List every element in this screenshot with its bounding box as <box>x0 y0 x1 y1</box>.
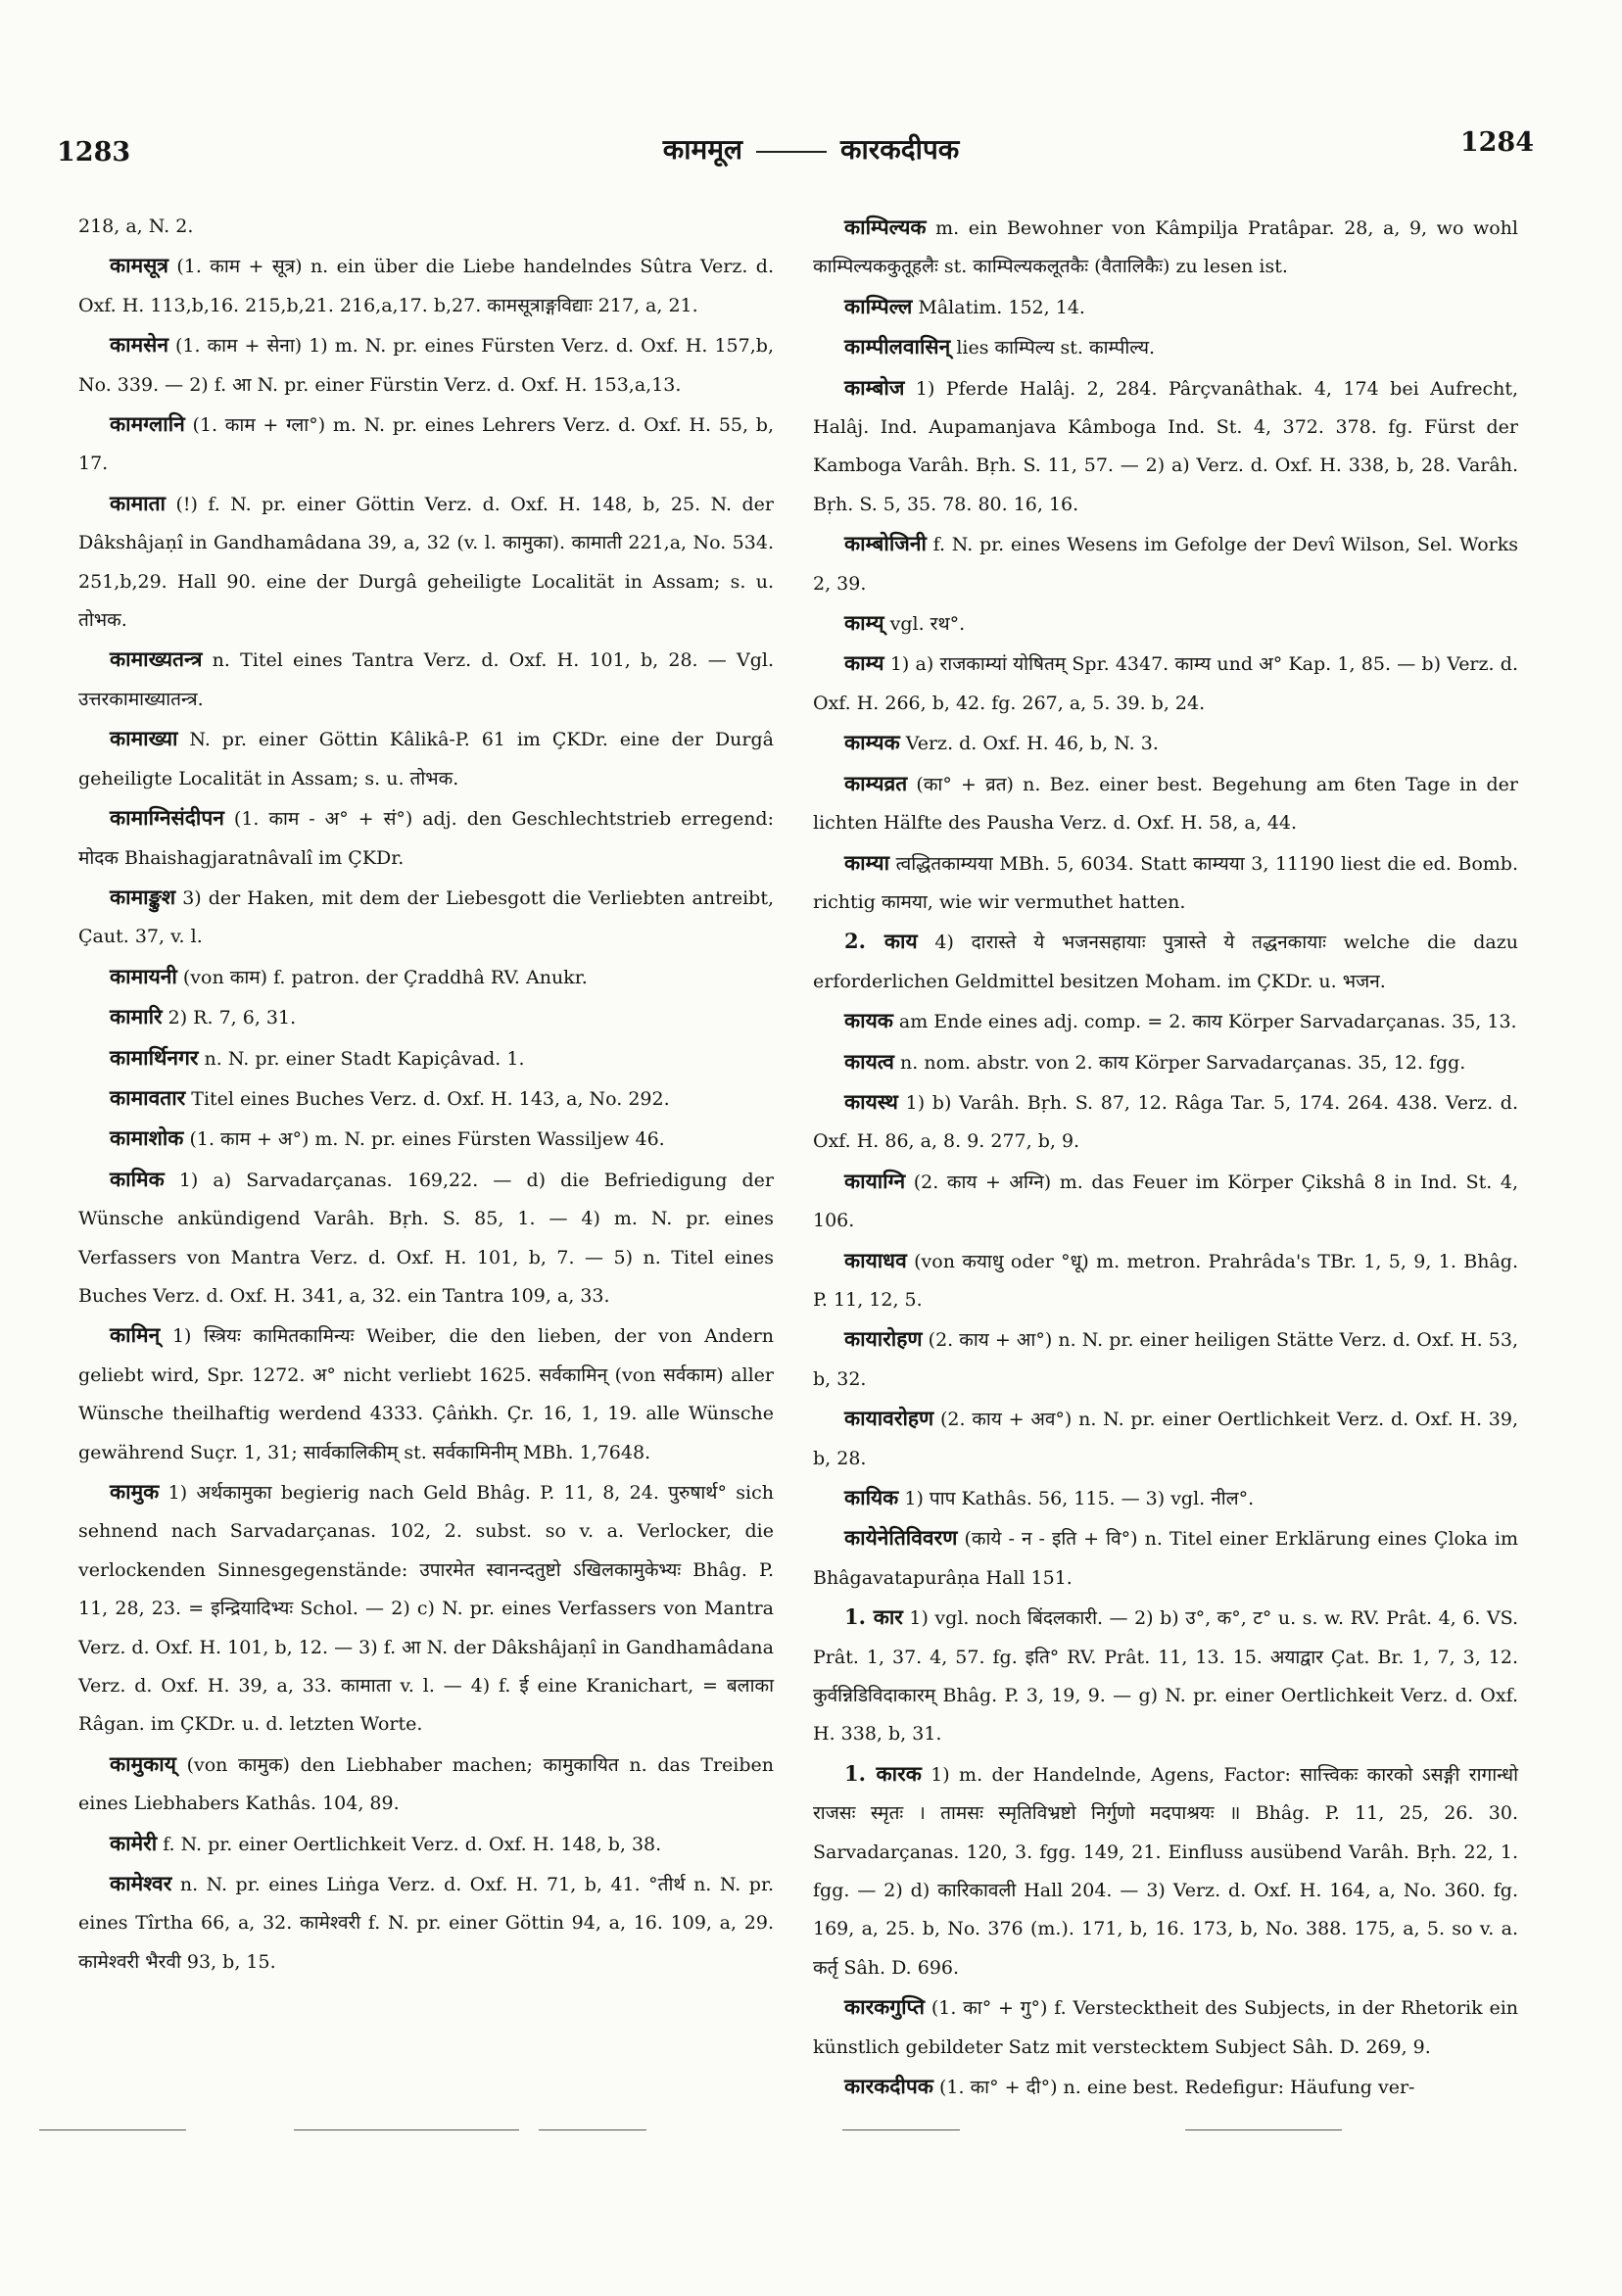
entry-headword: कायस्थ <box>844 1088 898 1114</box>
dictionary-entry <box>78 484 774 641</box>
dictionary-entry <box>78 719 774 798</box>
page-number-right: 1284 <box>1459 127 1534 158</box>
entry-headword: कायक <box>844 1008 893 1033</box>
entry-text: vgl. रथ°. <box>889 613 966 636</box>
dictionary-entry <box>78 1472 774 1745</box>
dictionary-entry <box>813 327 1518 367</box>
dictionary-entry <box>78 405 774 484</box>
dictionary-entry <box>813 368 1518 525</box>
entry-headword: कायाधव <box>844 1247 907 1272</box>
entry-headword: कामाख्यतन्त्र <box>110 646 203 672</box>
entry-headword: कामुकाय् <box>110 1750 176 1776</box>
entry-text: 3) der Haken, mit dem der Liebesgott die Verliebten antreibt, Çaut. 37, v. l. <box>78 886 774 948</box>
entry-text: (1. काम + सेना) 1) m. N. pr. eines Fürsten Verz. d. Oxf. H. 157,b, No. 339. — 2) f. आ N. pr. einer Fürstin Verz. d. Oxf. H. 153,a,13. <box>78 335 774 396</box>
entry-text: n. nom. abstr. von 2. काय Körper Sarvadarçanas. 35, 12. fgg. <box>900 1051 1466 1074</box>
dictionary-entry <box>813 524 1518 603</box>
dictionary-entry <box>78 208 774 246</box>
dictionary-entry <box>78 246 774 325</box>
entry-text: 1) b) Varâh. Bṛh. S. 87, 12. Râga Tar. 5, 174. 264. 438. Verz. d. Oxf. H. 86, a, 8. 9. 277, b, 9. <box>813 1091 1518 1153</box>
entry-headword: काम्पिल्ल <box>844 293 913 318</box>
entry-text: 1) a) राजकाम्यां योषितम् Spr. 4347. काम्य und अ° Kap. 1, 85. — b) Verz. d. Oxf. H. 266, b, 42. fg. 267, a, 5. 39. b, 24. <box>813 653 1518 714</box>
dictionary-entry <box>813 922 1518 1001</box>
entry-headword: कामार्थिनगर <box>110 1044 199 1070</box>
entry-text: n. Titel eines Tantra Verz. d. Oxf. H. 101, b, 28. — Vgl. उत्तरकामाख्यातन्त्र. <box>78 649 775 710</box>
entry-headword: कायिक <box>844 1485 899 1509</box>
entry-text: (1. काम + अ°) m. N. pr. eines Fürsten Wassiljew 46. <box>189 1128 665 1151</box>
entry-headword: कामग्लानि <box>110 411 185 437</box>
entry-headword: कामसूत्र <box>110 253 168 278</box>
entry-headword: कायत्व <box>844 1048 894 1074</box>
entry-headword: कामिक <box>110 1166 165 1191</box>
dictionary-entry <box>78 878 774 957</box>
guide-word-right: कारकदीपक <box>839 133 960 166</box>
dictionary-entry <box>813 1598 1518 1754</box>
footer-rule <box>294 2129 519 2130</box>
dictionary-entry <box>813 603 1518 644</box>
entry-headword: कामारि <box>110 1004 163 1029</box>
entry-text: 1) Pferde Halâj. 2, 284. Pârçvanâthak. 4, 174 bei Aufrecht, Halâj. Ind. Aupamanjava Kâmboga Ind. St. 4, 372. 378. fg. Fürst der Kamboga Varâh. Bṛh. S. 11, 57. — 2) a) Verz. d. Oxf. H. 338, b, 28. Varâh. Bṛh. S. 5, 35. 78. 80. 16, 16. <box>813 377 1518 515</box>
entry-headword: काम्य <box>844 650 884 676</box>
entry-text: त्वद्धितकाम्यया MBh. 5, 6034. Statt काम्यया 3, 11190 liest die ed. Bomb. richtig कामया, wie wir vermuthet hatten. <box>813 852 1518 913</box>
entry-text: 1) vgl. noch बिंदलकारी. — 2) b) उ°, क°, ट° u. s. w. RV. Prât. 4, 6. VS. Prât. 1, 37. 4, 57. fg. इति° RV. Prât. 11, 13. 15. अयाद्वार Çat. Br. 1, 7, 3, 12. कुर्वन्निडिविदाकारम् Bhâg. P. 3, 19, 9. — g) N. pr. einer Oertlichkeit Verz. d. Oxf. H. 338, b, 31. <box>813 1607 1518 1746</box>
entry-headword: कामुक <box>110 1479 160 1504</box>
entry-headword: कामाख्या <box>110 726 178 751</box>
entry-text: (काये - न - इति + वि°) n. Titel einer Erklärung eines Çloka im Bhâgavatapurâṇa Hall 151. <box>813 1528 1518 1589</box>
head-dash <box>756 151 827 153</box>
entry-text: (2. काय + आ°) n. N. pr. einer heiligen Stätte Verz. d. Oxf. H. 53, b, 32. <box>813 1329 1518 1390</box>
entry-text: (2. काय + अग्नि) m. das Feuer im Körper Çikshâ 8 in Ind. St. 4, 106. <box>813 1171 1518 1232</box>
entry-headword: काम्पीलवासिन् <box>844 334 951 359</box>
dictionary-entry <box>813 1987 1518 2067</box>
entry-headword: कामावतार <box>110 1084 186 1110</box>
entry-text: 4) दारास्ते ये भजनसहायाः पुत्रास्ते ये तद्धनकायाः welche die dazu erforderlichen Geldmittel besitzen Moham. im ÇKDr. u. भजन. <box>813 932 1519 992</box>
dictionary-entry <box>813 764 1518 843</box>
entry-headword: 2. काय <box>844 929 918 954</box>
entry-text: Verz. d. Oxf. H. 46, b, N. 3. <box>905 733 1159 755</box>
entry-text: (von कयाधु oder °धू) m. metron. Prahrâda's TBr. 1, 5, 9, 1. Bhâg. P. 11, 12, 5. <box>813 1250 1518 1311</box>
entry-headword: कामाता <box>110 490 166 515</box>
dictionary-entry <box>813 1319 1518 1399</box>
entry-headword: काम्या <box>844 849 890 875</box>
entry-headword: कामेरी <box>110 1830 158 1855</box>
dictionary-entry <box>78 1315 774 1472</box>
dictionary-entry <box>813 1754 1518 1987</box>
dictionary-entry <box>78 997 774 1037</box>
entry-headword: कामिन् <box>110 1322 161 1348</box>
entry-text: (1. काम - अ° + सं°) adj. den Geschlechtstrieb erregend: मोदक Bhaishagjaratnâvalî im ÇKDr. <box>78 808 774 869</box>
entry-text: N. pr. einer Göttin Kâlikâ-P. 61 im ÇKDr. eine der Durgâ geheiligte Localität in Assam; s. u. तोभक. <box>78 729 774 789</box>
dictionary-entry <box>813 2067 1518 2107</box>
entry-headword: 1. कारक <box>844 1760 922 1786</box>
entry-text: 1) पाप Kathâs. 56, 115. — 3) vgl. नील°. <box>904 1488 1255 1509</box>
entry-headword: कायावरोहण <box>844 1406 934 1431</box>
entry-headword: काम्बोजिनी <box>844 531 927 556</box>
entry-headword: कामाङ्कुश <box>110 884 176 909</box>
dictionary-entry <box>813 1162 1518 1241</box>
entry-text: lies काम्पिल्य st. काम्पील्य. <box>956 337 1156 359</box>
dictionary-entry <box>813 723 1518 763</box>
dictionary-entry <box>813 1399 1518 1478</box>
entry-text: (1. काम + सूत्र) n. ein über die Liebe handelndes Sûtra Verz. d. Oxf. H. 113,b,16. 215,b,21. 216,a,17. b,27. कामसूत्राङ्गविद्याः 217, a, 21. <box>78 256 774 316</box>
dictionary-entry <box>813 1042 1518 1082</box>
dictionary-entry <box>78 1864 774 1982</box>
dictionary-entry <box>813 644 1518 723</box>
entry-headword: कायेनेतिविवरण <box>844 1525 958 1551</box>
entry-text: (का° + व्रत) n. Bez. einer best. Begehung am 6ten Tage in der lichten Hälfte des Pausha Verz. d. Oxf. H. 58, a, 44. <box>813 773 1518 835</box>
entry-headword: कारकदीपक <box>844 2074 933 2099</box>
entry-headword: कामायनी <box>110 963 177 988</box>
entry-text: (1. का° + दी°) n. eine best. Redefigur: Häufung ver- <box>938 2077 1415 2099</box>
dictionary-entry <box>813 843 1518 923</box>
entry-text: 1) अर्थकामुका begierig nach Geld Bhâg. P. 11, 8, 24. पुरुषार्थ° sich sehnend nach Sarvadarçanas. 102, 2. subst. so v. a. Verlocker, die verlockenden Sinnesgegenstände: उपारमेत स्वानन्दतुष्टो ऽखिलकामुकेभ्यः Bhâg. P. 11, 28, 23. = इन्द्रियादिभ्यः Schol. — 2) c) N. pr. eines Verfassers von Mantra Verz. d. Oxf. H. 101, b, 12. — 3) f. आ N. der Dâkshâjaṇî in Gandhamâdana Verz. d. Oxf. H. 39, a, 33. कामाता v. l. — 4) f. ई eine Kranichart, = बलाका Râgan. im ÇKDr. u. d. letzten Worte. <box>78 1482 774 1736</box>
footer-rule <box>539 2129 646 2130</box>
entry-text: 1) a) Sarvadarçanas. 169,22. — d) die Befriedigung der Wünsche ankündigend Varâh. Bṛh. S. 85, 1. — 4) m. N. pr. eines Verfassers von Mantra Verz. d. Oxf. H. 101, b, 7. — 5) n. Titel eines Buches Verz. d. Oxf. H. 341, a, 32. ein Tantra 109, a, 33. <box>78 1169 774 1307</box>
page-number-left: 1283 <box>57 137 131 167</box>
entry-text: (1. काम + ग्ला°) m. N. pr. eines Lehrers Verz. d. Oxf. H. 55, b, 17. <box>78 414 774 475</box>
guide-word-left: काममूल <box>662 133 742 166</box>
left-column <box>78 208 774 1982</box>
entry-headword: कायाग्नि <box>844 1168 906 1193</box>
entry-text: (von काम) f. patron. der Çraddhâ RV. Anukr. <box>182 966 588 988</box>
entry-text: am Ende eines adj. comp. = 2. काय Körper Sarvadarçanas. 35, 13. <box>898 1011 1517 1033</box>
dictionary-entry <box>78 1824 774 1864</box>
entry-headword: काम्यक <box>844 730 900 755</box>
entry-headword: कामाग्निसंदीपन <box>110 805 224 831</box>
entry-text: 2) R. 7, 6, 31. <box>167 1007 297 1029</box>
entry-headword: कामेश्वर <box>110 1871 172 1896</box>
entry-text: 1) m. der Handelnde, Agens, Factor: सात्त्विकः कारको ऽसङ्गी रागान्धो राजसः स्मृतः । तामसः स्मृतिविभ्रष्टो निर्गुणो मदपाश्रयः ॥ Bhâg. P. 11, 25, 26. 30. Sarvadarçanas. 120, 3. fgg. 149, 21. Einfluss ausübend Varâh. Bṛh. 22, 1. fgg. — 2) d) कारिकावली Hall 204. — 3) Verz. d. Oxf. H. 164, a, No. 360. fg. 169, a, 25. b, No. 376 (m.). 171, b, 16. 173, b, No. 388. 175, a, 5. so v. a. कर्तृ Sâh. D. 696. <box>813 1763 1518 1979</box>
dictionary-entry <box>78 1119 774 1159</box>
dictionary-entry <box>78 798 774 878</box>
dictionary-entry <box>813 208 1518 287</box>
entry-headword: कायारोहण <box>844 1326 923 1352</box>
running-head <box>0 130 1622 167</box>
entry-text: (!) f. N. pr. einer Göttin Verz. d. Oxf. H. 148, b, 25. N. der Dâkshâjaṇî in Gandhamâdana 39, a, 32 (v. l. कामुका). कामाती 221,a, No. 534. 251,b,29. Hall 90. eine der Durgâ geheiligte Localität in Assam; s. u. तोभक. <box>78 493 774 632</box>
dictionary-entry <box>813 1001 1518 1041</box>
entry-headword: काम्यव्रत <box>844 770 908 795</box>
entry-headword: काम्पिल्यक <box>844 215 927 239</box>
entry-text: 218, a, N. 2. <box>78 215 194 237</box>
entry-headword: कामसेन <box>110 332 168 358</box>
footer-rule <box>1185 2129 1342 2130</box>
dictionary-entry <box>78 1160 774 1316</box>
dictionary-entry <box>78 1038 774 1078</box>
dictionary-entry <box>78 957 774 997</box>
entry-text: (2. काय + अव°) n. N. pr. einer Oertlichkeit Verz. d. Oxf. H. 39, b, 28. <box>813 1409 1518 1469</box>
entry-text: (von कामुक) den Liebhaber machen; कामुकायित n. das Treiben eines Liebhabers Kathâs. 104, 89. <box>78 1753 774 1815</box>
entry-headword: कारकगुप्ति <box>844 1994 925 2020</box>
dictionary-entry <box>78 1078 774 1119</box>
entry-text: Mâlatim. 152, 14. <box>918 296 1085 318</box>
dictionary-entry <box>813 1478 1518 1518</box>
footer-rule <box>39 2129 186 2130</box>
entry-text: f. N. pr. eines Wesens im Gefolge der Devî Wilson, Sel. Works 2, 39. <box>813 534 1518 595</box>
entry-text: n. N. pr. einer Stadt Kapiçâvad. 1. <box>204 1047 525 1070</box>
dictionary-entry <box>78 1745 774 1824</box>
entry-text: f. N. pr. einer Oertlichkeit Verz. d. Oxf. H. 148, b, 38. <box>163 1833 662 1855</box>
entry-text: Titel eines Buches Verz. d. Oxf. H. 143, a, No. 292. <box>191 1087 670 1110</box>
dictionary-entry <box>813 1241 1518 1320</box>
entry-headword: 1. कार <box>844 1604 903 1630</box>
dictionary-entry <box>78 325 774 405</box>
footer-rule <box>842 2129 960 2130</box>
entry-text: 1) स्त्रियः कामितकामिन्यः Weiber, die den lieben, der von Andern geliebt wird, Spr. 1272. अ° nicht verliebt 1625. सर्वकामिन् (von सर्वकाम) aller Wünsche theilhaftig werdend 4333. Çâṅkh. Çr. 16, 1, 19. alle Wünsche gewährend Suçr. 1, 31; सार्वकालिकीम् st. सर्वकामिनीम् MBh. 1,7648. <box>78 1325 774 1463</box>
entry-headword: काम्य् <box>844 610 884 636</box>
dictionary-entry <box>813 287 1518 327</box>
entry-headword: कामाशोक <box>110 1125 184 1151</box>
entry-text: m. ein Bewohner von Kâmpilja Pratâpar. 28, a, 9, wo wohl काम्पिल्यककुतूहलैः st. काम्पिल्यकलूतकैः (वैतालिकैः) zu lesen ist. <box>813 217 1518 278</box>
dictionary-entry <box>813 1518 1518 1598</box>
entry-text: n. N. pr. eines Liṅga Verz. d. Oxf. H. 71, b, 41. °तीर्थ n. N. pr. eines Tîrtha 66, a, 32. कामेश्वरी f. N. pr. einer Göttin 94, a, 16. 109, a, 29. कामेश्वरी भैरवी 93, b, 15. <box>78 1874 774 1973</box>
entry-headword: काम्बोज <box>844 374 905 400</box>
dictionary-entry <box>78 640 774 719</box>
dictionary-entry <box>813 1082 1518 1162</box>
right-column <box>813 208 1518 2108</box>
entry-text: (1. का° + गु°) f. Verstecktheit des Subjects, in der Rhetorik ein künstlich gebildeter Satz mit verstecktem Subject Sâh. D. 269, 9. <box>813 1997 1519 2058</box>
